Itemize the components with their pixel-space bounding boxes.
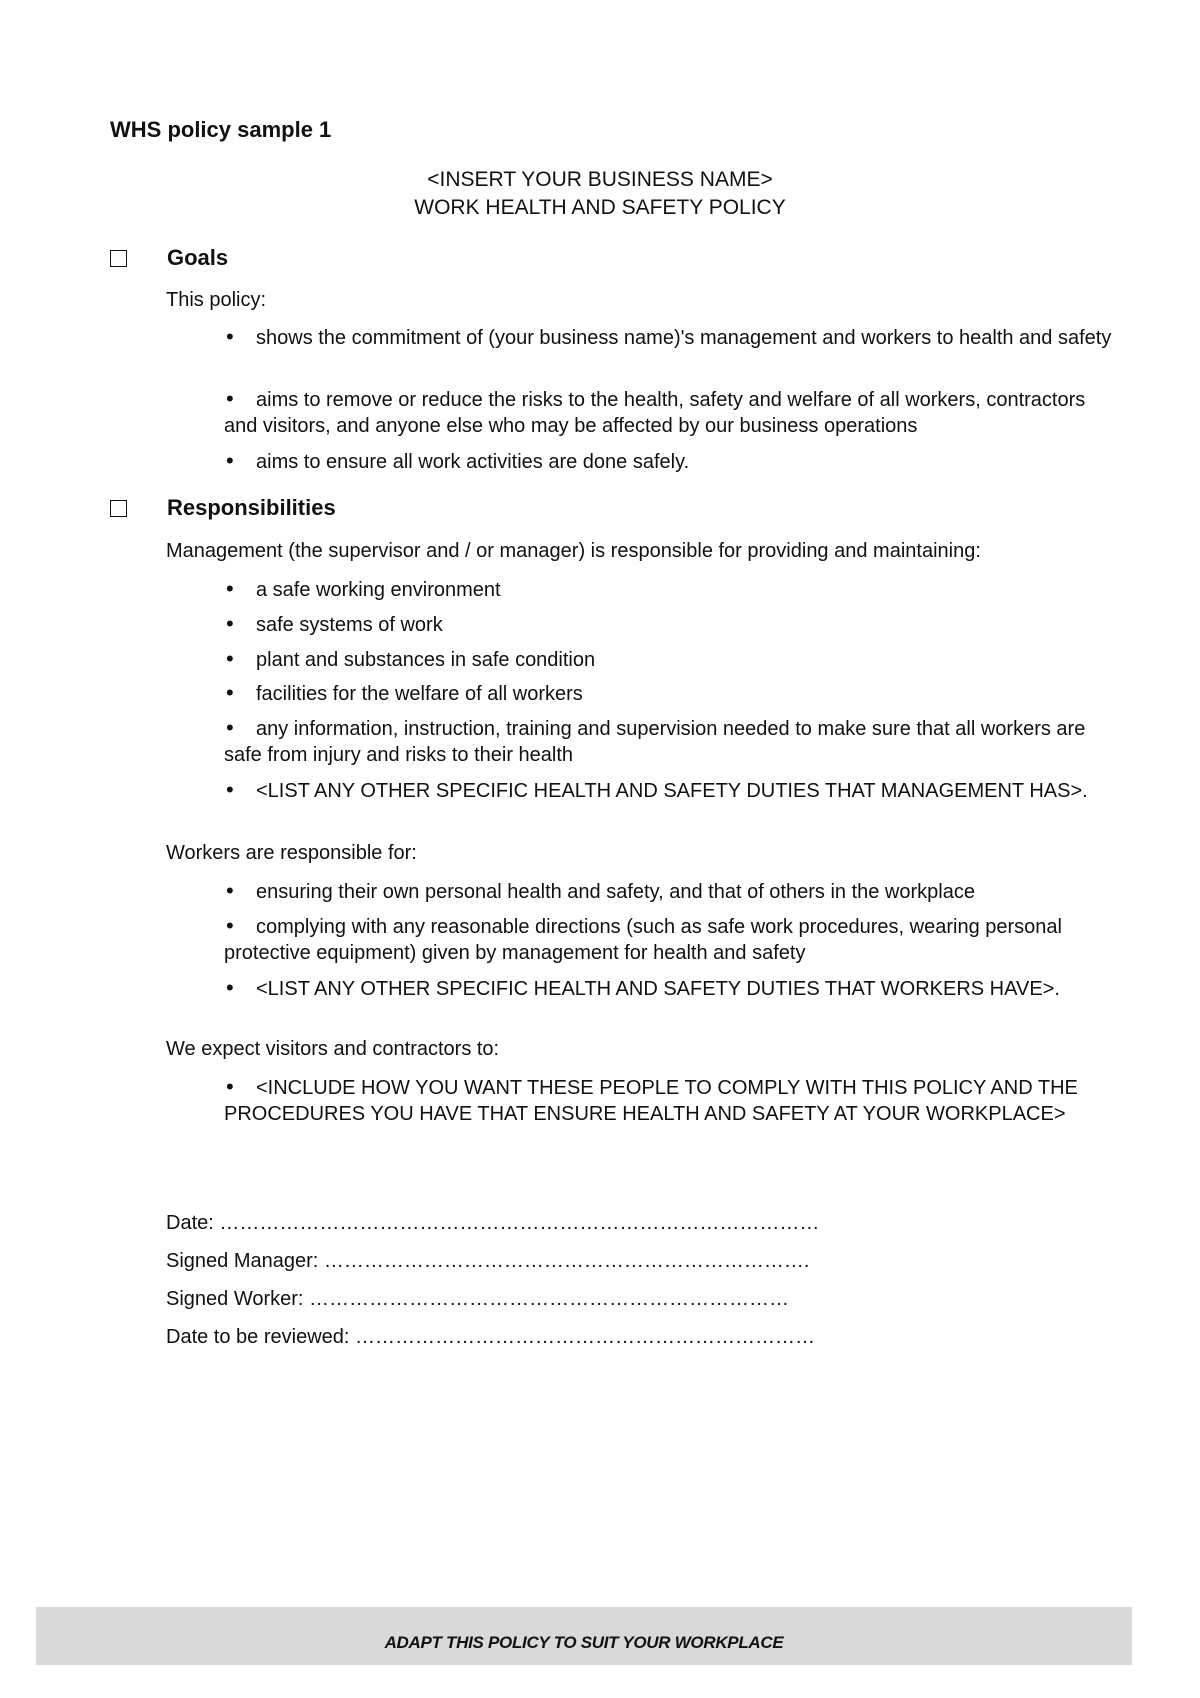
list-item: •ensuring their own personal health and safety, and that of others in the workplace — [224, 878, 1124, 905]
list-item: •<INCLUDE HOW YOU WANT THESE PEOPLE TO COMPLY WITH THIS POLICY AND THE PROCEDURES YOU HAVE THAT ENSURE HEALTH AND SAFETY AT YOUR WORKPLACE> — [224, 1074, 1124, 1127]
document-title — [0, 166, 1200, 222]
responsibilities-heading — [110, 495, 336, 521]
bullet-icon — [224, 1074, 256, 1101]
list-item: •<LIST ANY OTHER SPECIFIC HEALTH AND SAFETY DUTIES THAT MANAGEMENT HAS>. — [224, 777, 1124, 804]
list-item: •aims to remove or reduce the risks to the health, safety and welfare of all workers, contractors and visitors, and anyone else who may be affected by our business operations — [224, 386, 1124, 439]
bullet-icon — [224, 646, 256, 673]
management-intro: Management (the supervisor and / or manager) is responsible for providing and maintaining: — [166, 540, 981, 562]
bullet-icon — [224, 386, 256, 413]
signed-worker-field: Signed Worker: ……………………………………………………………… — [166, 1288, 790, 1310]
bullet-icon — [224, 777, 256, 804]
footer-text: ADAPT THIS POLICY TO SUIT YOUR WORKPLACE — [384, 1633, 784, 1652]
list-item: •<LIST ANY OTHER SPECIFIC HEALTH AND SAFETY DUTIES THAT WORKERS HAVE>. — [224, 975, 1124, 1002]
list-item: •a safe working environment — [224, 576, 1124, 603]
goals-intro: This policy: — [166, 289, 267, 311]
list-item: •shows the commitment of (your business name)'s management and workers to health and safety — [224, 324, 1124, 351]
list-item: •complying with any reasonable directions (such as safe work procedures, wearing personal protective equipment) given by management for health and safety — [224, 913, 1124, 966]
responsibilities-checkbox-icon — [110, 500, 127, 517]
bullet-icon — [224, 448, 256, 475]
list-item: •any information, instruction, training and supervision needed to make sure that all workers are safe from injury and risks to their health — [224, 715, 1124, 768]
goals-heading-text: Goals — [167, 245, 229, 270]
bullet-icon — [224, 715, 256, 742]
goals-heading — [110, 245, 228, 271]
document-label: WHS policy sample 1 — [110, 117, 332, 142]
business-name-placeholder: <INSERT YOUR BUSINESS NAME> — [427, 168, 773, 191]
bullet-icon — [224, 913, 256, 940]
footer-banner — [36, 1607, 1132, 1665]
visitors-intro: We expect visitors and contractors to: — [166, 1038, 500, 1060]
signed-manager-field: Signed Manager: ………………………………………………………………. — [166, 1250, 810, 1272]
list-item: •safe systems of work — [224, 611, 1124, 638]
list-item: •plant and substances in safe condition — [224, 646, 1124, 673]
workers-intro: Workers are responsible for: — [166, 842, 417, 864]
responsibilities-heading-text: Responsibilities — [167, 495, 336, 520]
bullet-icon — [224, 611, 256, 638]
date-field: Date: ……………………………………………………………………………… — [166, 1212, 820, 1234]
bullet-icon — [224, 680, 256, 707]
goals-checkbox-icon — [110, 250, 127, 267]
bullet-icon — [224, 975, 256, 1002]
bullet-icon — [224, 878, 256, 905]
date-reviewed-field: Date to be reviewed: …………………………………………………………… — [166, 1326, 815, 1348]
bullet-icon — [224, 324, 256, 351]
bullet-icon — [224, 576, 256, 603]
list-item: •aims to ensure all work activities are done safely. — [224, 448, 1124, 475]
list-item: •facilities for the welfare of all workers — [224, 680, 1124, 707]
policy-title: WORK HEALTH AND SAFETY POLICY — [414, 196, 786, 219]
